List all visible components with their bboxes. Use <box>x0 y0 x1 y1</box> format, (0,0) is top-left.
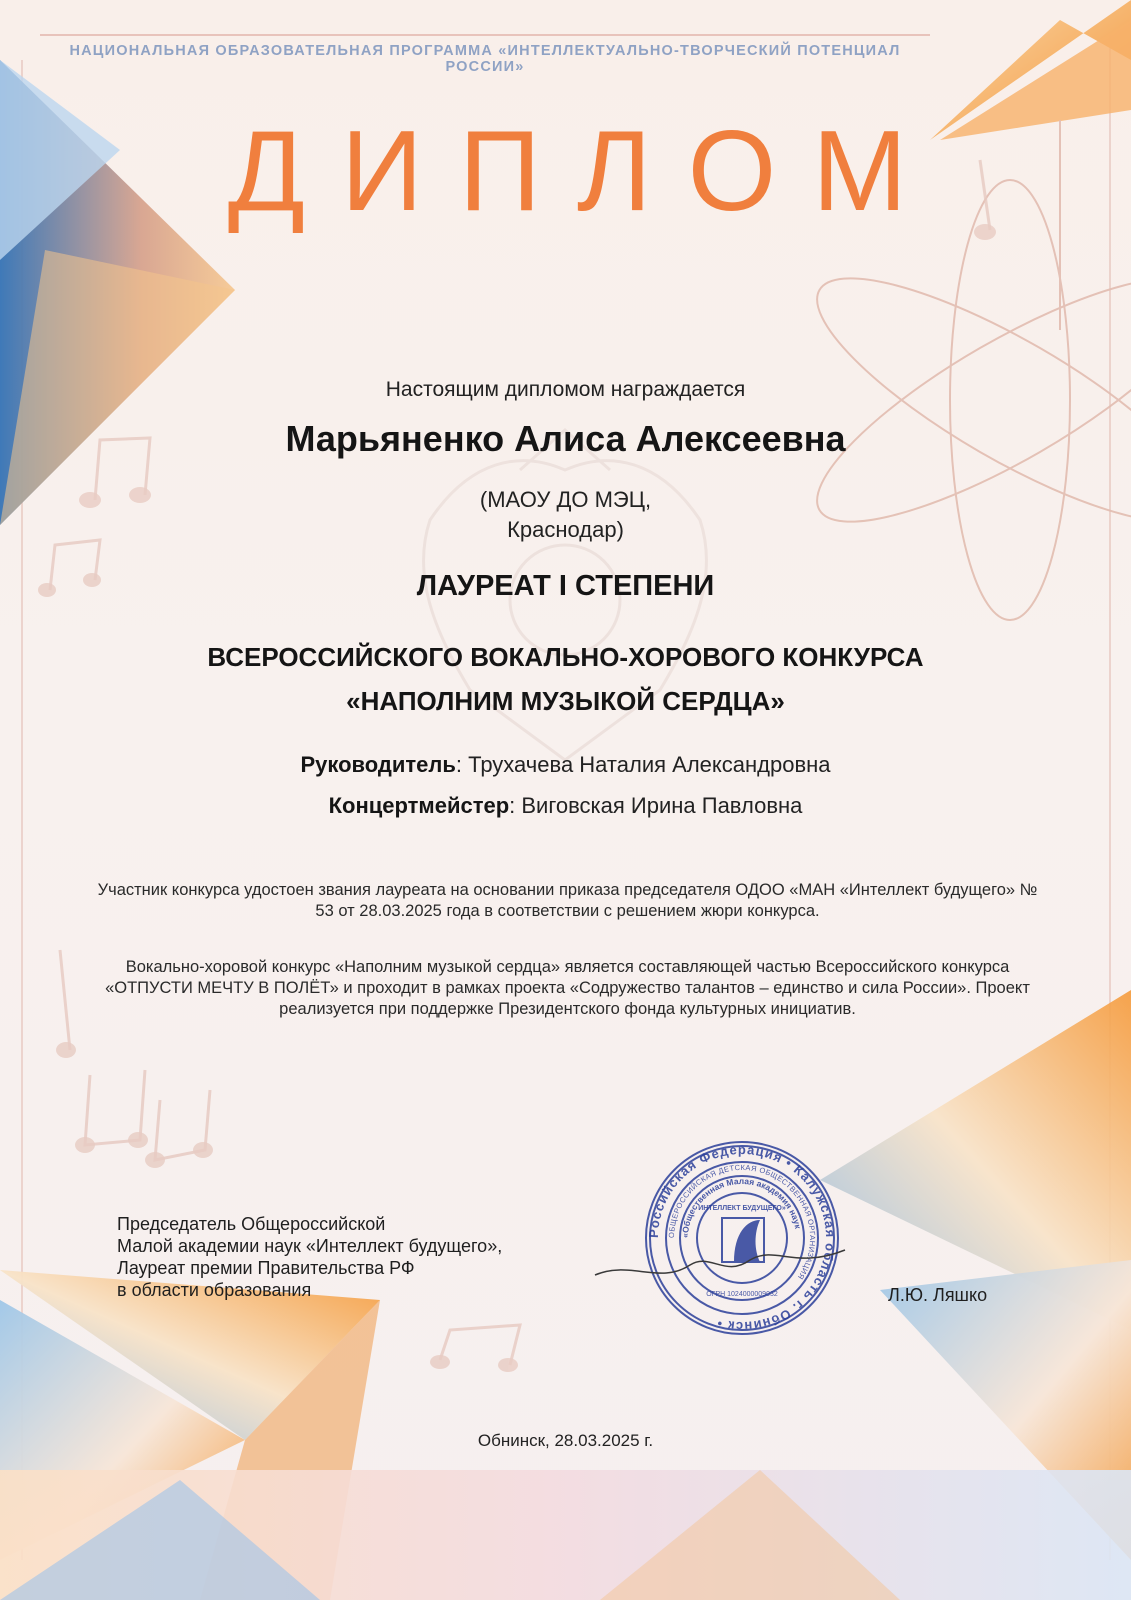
recipient-name: Марьяненко Алиса Алексеевна <box>285 418 846 459</box>
organization-line: (МАОУ ДО МЭЦ, <box>479 487 652 512</box>
chair-line-4: в области образования <box>117 1280 312 1300</box>
award-intro: Настоящим дипломом награждается <box>385 378 746 401</box>
leader-name: : Трухачева Наталия Александровна <box>455 752 831 777</box>
accompanist-line <box>0 793 1131 819</box>
signature-scribble <box>590 1230 850 1300</box>
contest-line-1: ВСЕРОССИЙСКОГО ВОКАЛЬНО-ХОРОВОГО КОНКУРСА <box>207 642 924 672</box>
place-and-date: Обнинск, 28.03.2025 г. <box>477 1431 654 1450</box>
stamp-outer-text: Российская Федерация • Калужская область г. Обнинск • <box>645 1141 839 1335</box>
city-line: Краснодар) <box>507 517 624 542</box>
stamp-ogrn: ОГРН 1024000009032 <box>706 1291 778 1298</box>
program-header: НАЦИОНАЛЬНАЯ ОБРАЗОВАТЕЛЬНАЯ ПРОГРАММА «ИНТЕЛЛЕКТУАЛЬНО-ТВОРЧЕСКИЙ ПОТЕНЦИАЛ РОССИИ» <box>69 43 901 75</box>
leader-line <box>0 752 1131 778</box>
order-paragraph: Участник конкурса удостоен звания лауреата на основании приказа председателя ОДОО «МАН «Интеллект будущего» № 53 от 28.03.2025 года в соответствии с решением жюри конкурса. <box>97 881 1038 920</box>
signer-name: Л.Ю. Ляшко <box>888 1285 988 1305</box>
contest-name <box>0 635 1131 723</box>
contest-line-2: «НАПОЛНИМ МУЗЫКОЙ СЕРДЦА» <box>346 686 785 716</box>
recipient-organization <box>0 485 1131 545</box>
stamp-center-text: ИНТЕЛЛЕКТ БУДУЩЕГО» <box>698 1205 786 1212</box>
chair-line-3: Лауреат премии Правительства РФ <box>117 1258 415 1278</box>
chairman-title <box>117 1213 502 1301</box>
chair-line-1: Председатель Общероссийской <box>117 1214 386 1234</box>
laureate-rank: ЛАУРЕАТ I СТЕПЕНИ <box>416 570 715 602</box>
chair-line-2: Малой академии наук «Интеллект будущего», <box>117 1236 503 1256</box>
diploma-title: ДИПЛОМ <box>227 108 944 235</box>
accompanist-name: : Виговская Ирина Павловна <box>509 793 803 818</box>
leader-label: Руководитель <box>300 752 456 777</box>
stamp-middle-text: ОБЩЕРОССИЙСКАЯ ДЕТСКАЯ ОБЩЕСТВЕННАЯ ОРГАНИЗАЦИЯ <box>666 1162 818 1282</box>
project-paragraph: Вокально-хоровой конкурс «Наполним музыкой сердца» является составляющей частью Всероссийского конкурса «ОТПУСТИ МЕЧТУ В ПОЛЁТ» и проходит в рамках проекта «Содружество талантов – единство и сила России». Проект реализуется при поддержке Президентского фонда культурных инициатив. <box>105 958 1030 1018</box>
accompanist-label: Концертмейстер <box>328 793 510 818</box>
stamp-inner-text: «Общественная Малая академия наук <box>679 1175 804 1239</box>
